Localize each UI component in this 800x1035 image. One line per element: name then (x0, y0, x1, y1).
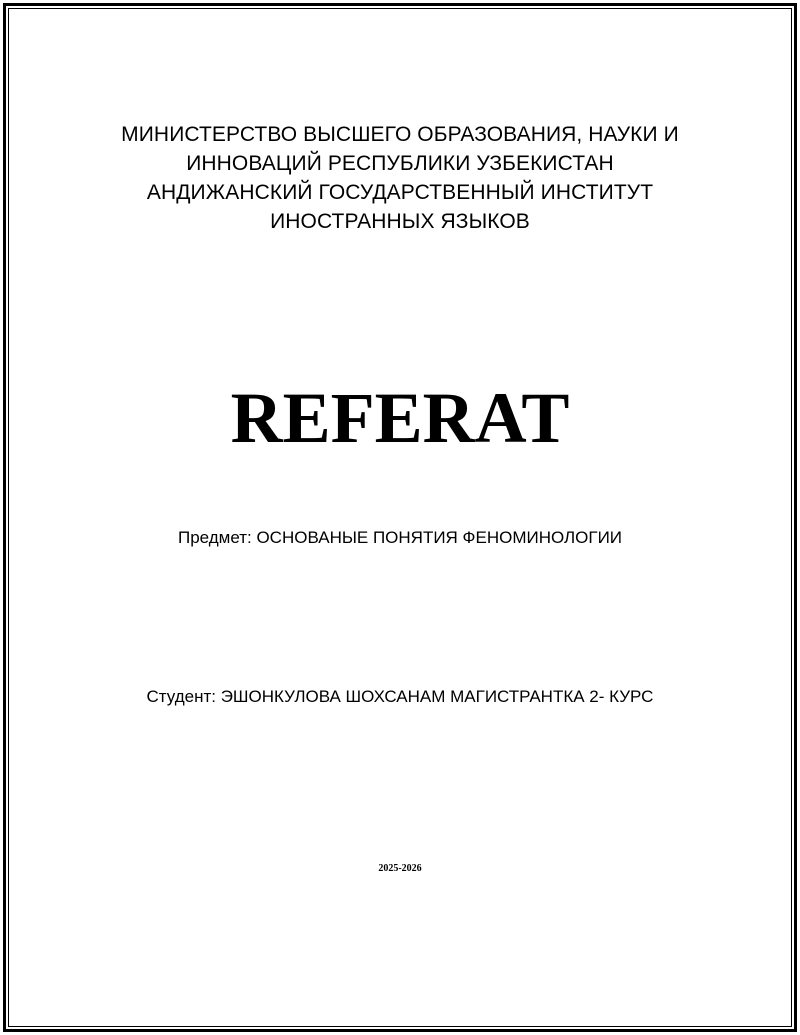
document-title: REFERAT (230, 378, 570, 458)
header-line-3: АНДИЖАНСКИЙ ГОСУДАРСТВЕННЫЙ ИНСТИТУТ (146, 181, 654, 204)
subject-line: Предмет: ОСНОВАНЫЕ ПОНЯТИЯ ФЕНОМИНОЛОГИИ (177, 528, 623, 547)
academic-year: 2025-2026 (378, 863, 422, 874)
header-line-2: ИННОВАЦИЙ РЕСПУБЛИКИ УЗБЕКИСТАН (186, 152, 614, 175)
header-line-4: ИНОСТРАННЫХ ЯЗЫКОВ (270, 210, 530, 233)
header-line-1: МИНИСТЕРСТВО ВЫСШЕГО ОБРАЗОВАНИЯ, НАУКИ И (121, 123, 679, 146)
student-line: Студент: ЭШОНКУЛОВА ШОХСАНАМ МАГИСТРАНТКА 2- КУРС (146, 687, 654, 706)
institution-header (0, 120, 800, 236)
